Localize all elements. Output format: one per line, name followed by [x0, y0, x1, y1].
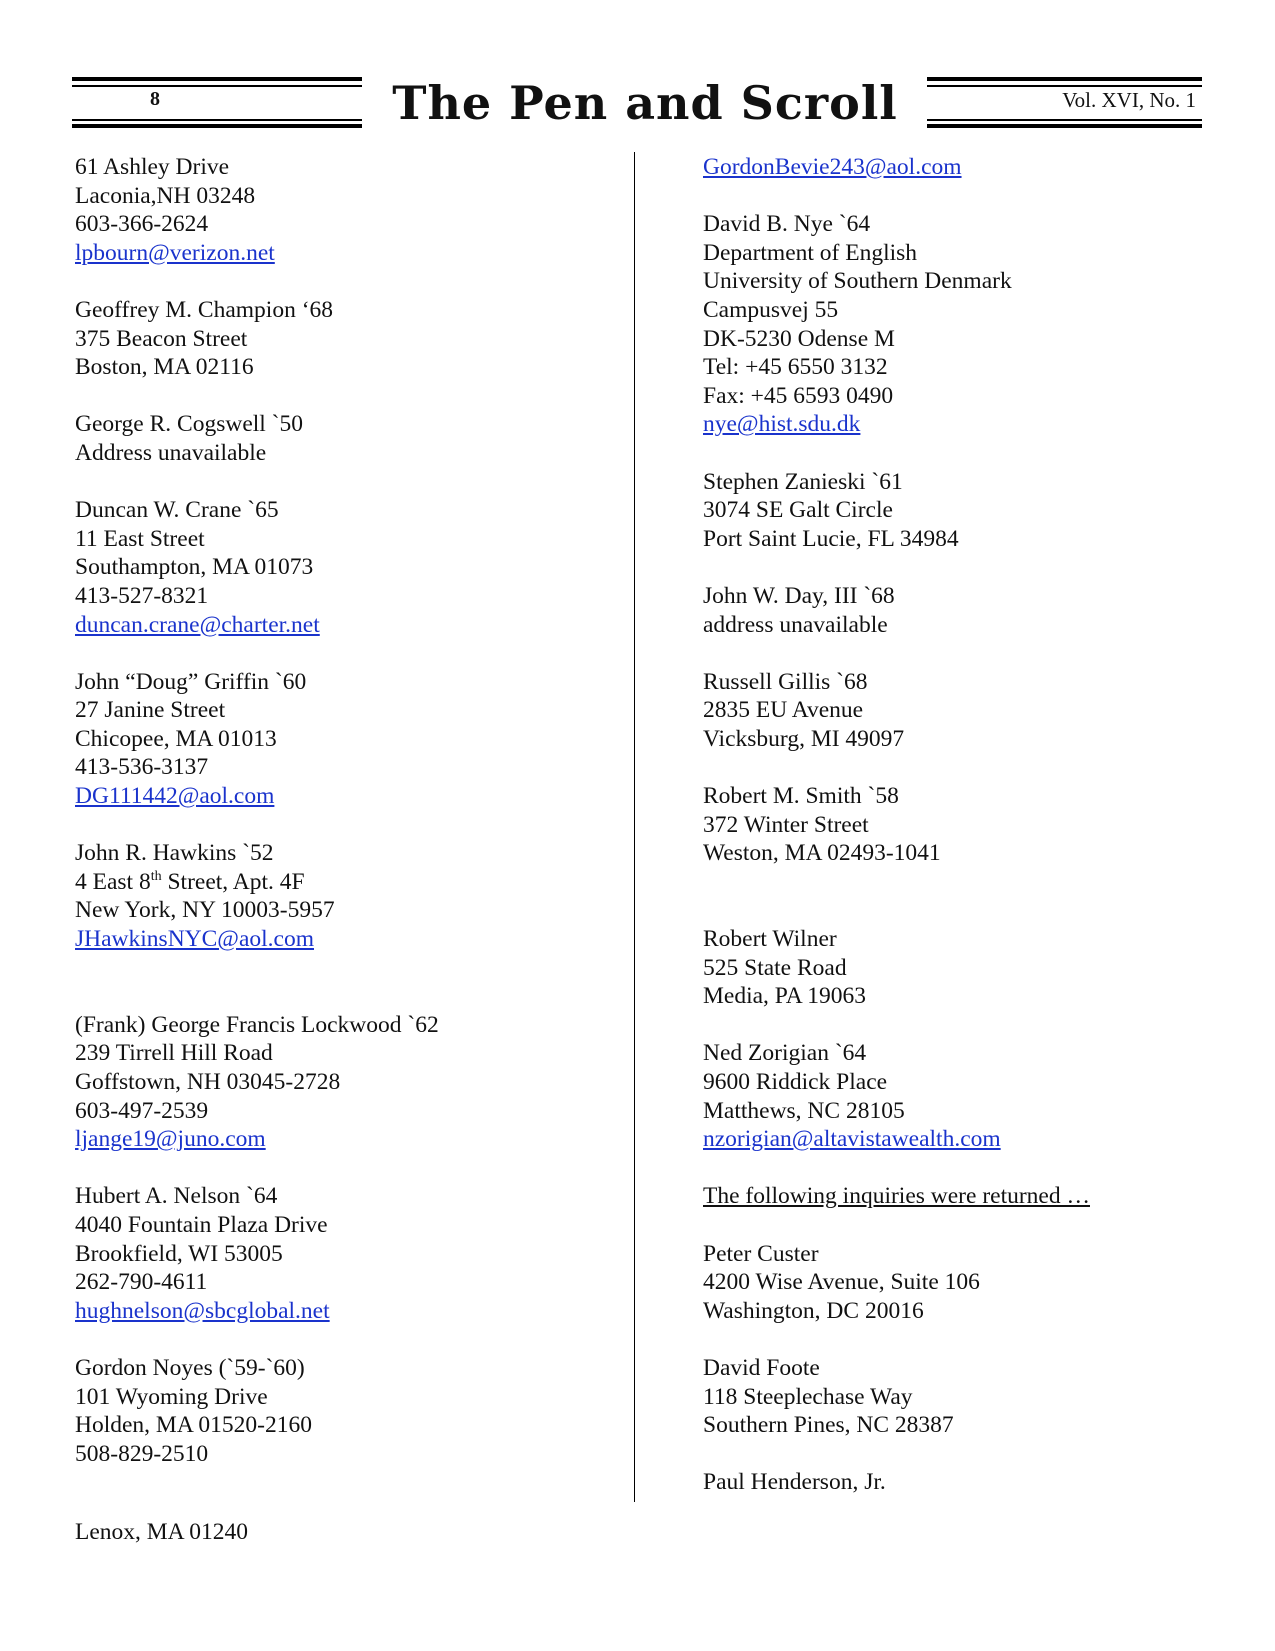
name: Geoffrey M. Champion ‘68	[75, 296, 334, 323]
name: Peter Custer	[703, 1240, 819, 1267]
email-link[interactable]: JHawkinsNYC@aol.com	[75, 926, 314, 953]
street: 101 Wyoming Drive	[75, 1383, 268, 1410]
address-entry	[703, 210, 1223, 439]
street: 3074 SE Galt Circle	[703, 497, 893, 524]
name: Stephen Zanieski `61	[703, 468, 903, 495]
email-link[interactable]: nye@hist.sdu.dk	[703, 411, 861, 438]
fax: Fax: +45 6593 0490	[703, 382, 894, 409]
address-entry	[703, 468, 1223, 554]
street: 118 Steeplechase Way	[703, 1383, 913, 1410]
phone: Tel: +45 6550 3132	[703, 354, 888, 381]
address-entry	[703, 1039, 1223, 1153]
name: Paul Henderson, Jr.	[703, 1469, 886, 1496]
street: 239 Tirrell Hill Road	[75, 1040, 273, 1067]
street: 525 State Road	[703, 954, 847, 981]
city: Vicksburg, MI 49097	[703, 725, 905, 752]
city: Weston, MA 02493-1041	[703, 840, 941, 867]
phone: 262-790-4611	[75, 1269, 208, 1296]
left-column	[75, 153, 615, 1497]
street: 375 Beacon Street	[75, 325, 248, 352]
department: Department of English	[703, 239, 918, 266]
address-entry	[75, 1011, 615, 1154]
address-note: address unavailable	[703, 611, 888, 638]
name: Ned Zorigian `64	[703, 1040, 867, 1067]
city: Brookfield, WI 53005	[75, 1240, 283, 1267]
name: John R. Hawkins `52	[75, 840, 274, 867]
name: (Frank) George Francis Lockwood `62	[75, 1011, 439, 1038]
phone: 603-366-2624	[75, 211, 209, 238]
phone: 413-536-3137	[75, 754, 209, 781]
column-divider	[634, 152, 635, 1502]
city: Southampton, MA 01073	[75, 554, 314, 581]
name: John “Doug” Griffin `60	[75, 668, 307, 695]
address-entry	[75, 410, 615, 467]
name: Duncan W. Crane `65	[75, 497, 279, 524]
city: Matthews, NC 28105	[703, 1097, 905, 1124]
email-link[interactable]: DG111442@aol.com	[75, 783, 275, 810]
address-entry	[75, 153, 615, 267]
address-entry	[75, 496, 615, 639]
address-entry	[703, 582, 1223, 639]
name: David B. Nye `64	[703, 211, 871, 238]
bottom-city-line: Lenox, MA 01240	[75, 1519, 248, 1545]
address-entry	[703, 153, 1223, 182]
city: Washington, DC 20016	[703, 1297, 924, 1324]
phone: 508-829-2510	[75, 1440, 209, 1467]
volume-label: Vol. XVI, No. 1	[1062, 88, 1196, 112]
email-link[interactable]: ljange19@juno.com	[75, 1126, 266, 1153]
name: Gordon Noyes (`59-`60)	[75, 1354, 305, 1381]
city: Media, PA 19063	[703, 983, 866, 1010]
address-entry	[703, 925, 1223, 1011]
returned-heading-block	[703, 1182, 1223, 1211]
address-entry	[75, 1182, 615, 1325]
masthead	[72, 74, 1202, 136]
city: Holden, MA 01520-2160	[75, 1412, 312, 1439]
masthead-title	[368, 68, 922, 138]
address-entry	[703, 1354, 1223, 1440]
city: Laconia,NH 03248	[75, 182, 256, 209]
street: 4200 Wise Avenue, Suite 106	[703, 1269, 980, 1296]
address-entry	[703, 782, 1223, 868]
university: University of Southern Denmark	[703, 268, 1012, 295]
email-link[interactable]: duncan.crane@charter.net	[75, 611, 320, 638]
phone: 413-527-8321	[75, 582, 209, 609]
city: Goffstown, NH 03045-2728	[75, 1069, 341, 1095]
email-link[interactable]: nzorigian@altavistawealth.com	[703, 1126, 1001, 1153]
name: Hubert A. Nelson `64	[75, 1183, 278, 1210]
street: 11 East Street	[75, 525, 205, 552]
email-link[interactable]: GordonBevie243@aol.com	[703, 154, 962, 180]
name: Robert Wilner	[703, 926, 837, 953]
street: 372 Winter Street	[703, 811, 869, 838]
name: John W. Day, III `68	[703, 582, 895, 609]
address-entry	[75, 839, 615, 953]
page-number: 8	[150, 88, 160, 110]
email-link[interactable]: hughnelson@sbcglobal.net	[75, 1297, 330, 1324]
name: Robert M. Smith `58	[703, 783, 899, 810]
right-column	[703, 153, 1223, 1526]
address-entry	[703, 668, 1223, 754]
name: David Foote	[703, 1354, 820, 1381]
street: Campusvej 55	[703, 296, 839, 323]
street: 27 Janine Street	[75, 697, 226, 724]
city: Southern Pines, NC 28387	[703, 1412, 954, 1439]
name: George R. Cogswell `50	[75, 411, 304, 438]
address-entry	[703, 1468, 1223, 1497]
street: 2835 EU Avenue	[703, 697, 864, 724]
address-entry	[703, 1240, 1223, 1326]
name: Russell Gillis `68	[703, 668, 868, 695]
city: Port Saint Lucie, FL 34984	[703, 525, 959, 552]
street: 9600 Riddick Place	[703, 1069, 888, 1095]
city: DK-5230 Odense M	[703, 325, 895, 352]
newsletter-title: The Pen and Scroll	[392, 76, 898, 130]
address-entry	[75, 1354, 615, 1468]
city: Chicopee, MA 01013	[75, 725, 277, 752]
email-link[interactable]: lpbourn@verizon.net	[75, 239, 275, 266]
address-entry	[75, 296, 615, 382]
city: Boston, MA 02116	[75, 354, 254, 381]
phone: 603-497-2539	[75, 1097, 209, 1124]
street: 4 East 8th Street, Apt. 4F	[75, 868, 305, 895]
street: 61 Ashley Drive	[75, 154, 230, 180]
city: New York, NY 10003-5957	[75, 897, 335, 924]
address-entry	[75, 668, 615, 811]
address-note: Address unavailable	[75, 439, 267, 466]
street: 4040 Fountain Plaza Drive	[75, 1211, 328, 1238]
masthead-rule-left	[72, 77, 362, 129]
returned-heading: The following inquiries were returned …	[703, 1183, 1090, 1210]
